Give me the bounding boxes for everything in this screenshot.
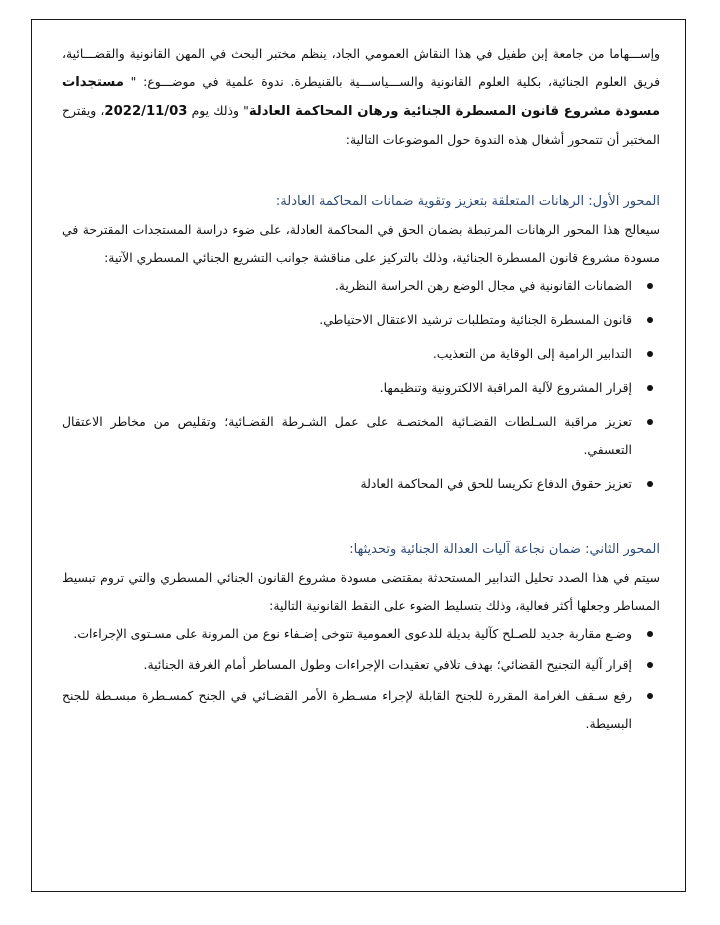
intro-text-3: ، ويقترح المختبر أن تتمحور أشغال هذه الندوة حول الموضوعات التالية: — [62, 103, 660, 147]
seminar-date: 2022/11/03 — [104, 104, 188, 119]
list-item: تعزيز مراقبة السـلطات القضـائية المختصـة على عمل الشـرطة القضـائية؛ وتقليص من مخاطر الاعتقال التعسفي. — [62, 408, 632, 464]
intro-text-1: وإســـهاما من جامعة إبن طفيل في هذا النقاش العمومي الجاد، ينظم مختبر البحث في المهن القانونية والقضـــائية، فريق العلوم الجنائية، بكلية العلوم القانونية والســـياســـية بالقنيطرة. ندوة علمية في موضـــوع: " — [62, 46, 660, 89]
list-item: قانون المسطرة الجنائية ومتطلبات ترشيد الاعتقال الاحتياطي. — [62, 306, 632, 334]
list-item: رفع سـقف الغرامة المقررة للجنح القابلة لإجراء مسـطرة الأمر القضـائي في الجنح كمسـطرة مبسـطة للجنح البسيطة. — [62, 682, 632, 738]
list-item: إقرار المشروع لآلية المراقبة الالكترونية وتنظيمها. — [62, 374, 632, 402]
axis1-heading: المحور الأول: الرهانات المتعلقة بتعزيز وتقوية ضمانات المحاكمة العادلة: — [275, 194, 660, 209]
axis2-list — [62, 620, 660, 738]
axis1-paragraph: سيعالج هذا المحور الرهانات المرتبطة بضمان الحق في المحاكمة العادلة، على ضوء دراسة المستجدات المقترحة في مسودة مشروع قانون المسطرة الجنائية، وذلك بالتركيز على مناقشة جوانب التشريع الجنائي المسطري الآتية: — [62, 222, 660, 265]
list-item: الضمانات القانونية في مجال الوضع رهن الحراسة النظرية. — [62, 272, 632, 300]
seminar-title: مستجدات مسودة مشروع قانون المسطرة الجنائية ورهان المحاكمة العادلة — [62, 75, 660, 119]
intro-text-2: " وذلك يوم — [187, 103, 249, 118]
axis1-list — [62, 272, 660, 498]
list-item: تعزيز حقوق الدفاع تكريسا للحق في المحاكمة العادلة — [62, 470, 632, 498]
document-body — [62, 40, 660, 741]
axis2-paragraph: سيتم في هذا الصدد تحليل التدابير المستحدثة بمقتضى مسودة مشروع القانون الجنائي المسطري والتي تروم تبسيط المساطر وجعلها أكثر فعالية، وذلك بتسليط الضوء على النقط القانونية التالية: — [62, 570, 660, 613]
list-item: إقرار آلية التجنيح القضائي؛ بهدف تلافي تعقيدات الإجراءات وطول المساطر أمام الغرفة الجنائية. — [62, 651, 632, 679]
list-item: التدابير الرامية إلى الوقاية من التعذيب. — [62, 340, 632, 368]
list-item: وضـع مقاربة جديد للصـلح كآلية بديلة للدعوى العمومية تتوخى إضـفاء نوع من المرونة على مسـتوى الإجراءات. — [62, 620, 632, 648]
intro-paragraph — [62, 40, 660, 154]
axis2-heading: المحور الثاني: ضمان نجاعة آليات العدالة الجنائية وتحديثها: — [349, 542, 660, 557]
